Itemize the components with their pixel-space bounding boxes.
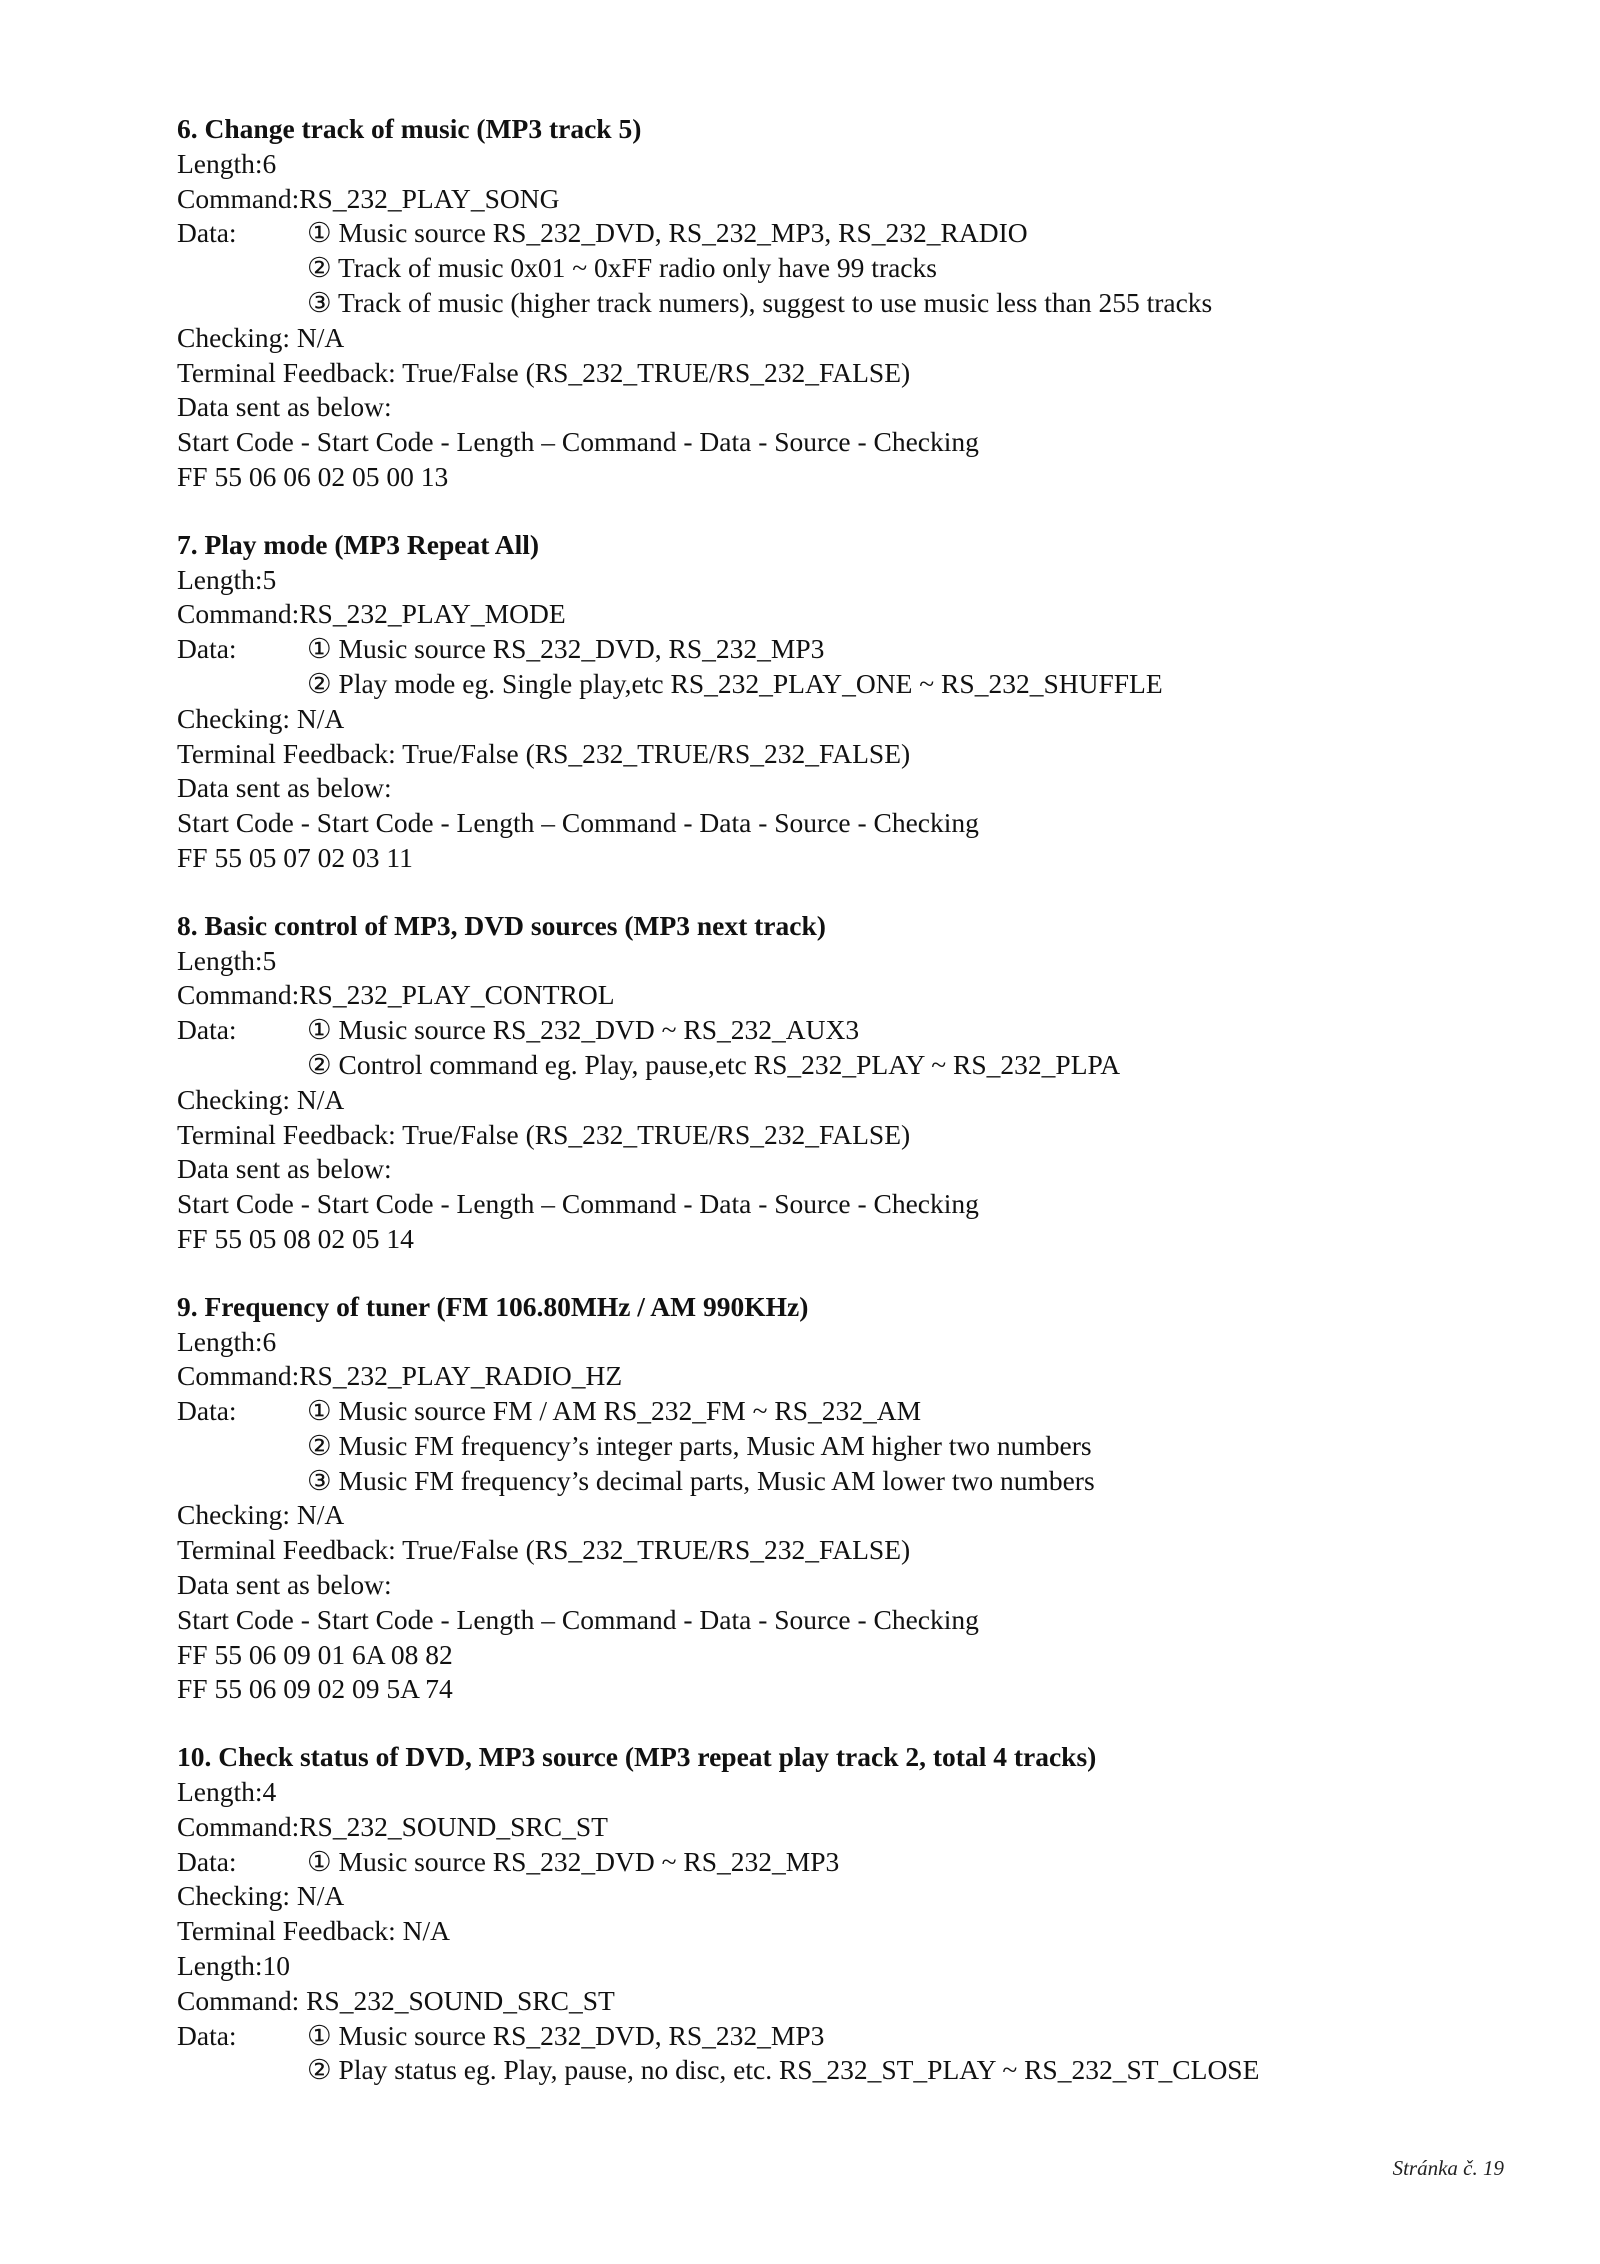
format-line: Start Code - Start Code - Length – Command - Data - Source - Checking <box>177 1603 979 1635</box>
feedback-line: Terminal Feedback: True/False (RS_232_TRUE/RS_232_FALSE) <box>177 356 911 388</box>
data-item: ① Music source RS_232_DVD ~ RS_232_MP3 <box>307 1845 840 1877</box>
checking-line: Checking: N/A <box>177 1083 345 1115</box>
page-number: Stránka č. 19 <box>1392 2156 1504 2180</box>
checking-line: Checking: N/A <box>177 1880 345 1912</box>
section-tuner-frequency <box>177 1290 1507 1708</box>
command-line: Command:RS_232_SOUND_SRC_ST <box>177 1810 608 1842</box>
data-item: ② Play mode eg. Single play,etc RS_232_PLAY_ONE ~ RS_232_SHUFFLE <box>307 667 1163 699</box>
section-title: 10. Check status of DVD, MP3 source (MP3 repeat play track 2, total 4 tracks) <box>177 1741 1097 1773</box>
hex-line: FF 55 06 09 01 6A 08 82 <box>177 1638 453 1670</box>
data-item: ① Music source RS_232_DVD ~ RS_232_AUX3 <box>307 1014 860 1046</box>
format-line: Start Code - Start Code - Length – Command - Data - Source - Checking <box>177 1188 979 1220</box>
command-line: Command: RS_232_SOUND_SRC_ST <box>177 1984 615 2016</box>
data-item: ① Music source RS_232_DVD, RS_232_MP3 <box>307 633 825 665</box>
data-item: ② Play status eg. Play, pause, no disc, etc. RS_232_ST_PLAY ~ RS_232_ST_CLOSE <box>307 2054 1260 2086</box>
data-item: ① Music source RS_232_DVD, RS_232_MP3, RS_232_RADIO <box>307 217 1028 249</box>
command-line: Command:RS_232_PLAY_MODE <box>177 598 566 630</box>
length-line: Length:4 <box>177 1776 277 1808</box>
data-sent-line: Data sent as below: <box>177 1153 392 1185</box>
length-line: Length:6 <box>177 1325 277 1357</box>
data-label: Data: <box>177 1845 237 1877</box>
section-change-track <box>177 112 1507 495</box>
feedback-line: Terminal Feedback: True/False (RS_232_TRUE/RS_232_FALSE) <box>177 1118 911 1150</box>
data-sent-line: Data sent as below: <box>177 772 392 804</box>
data-item: ① Music source RS_232_DVD, RS_232_MP3 <box>307 2019 825 2051</box>
data-line <box>177 632 1507 667</box>
section-title: 9. Frequency of tuner (FM 106.80MHz / AM 990KHz) <box>177 1290 809 1322</box>
data-item: ③ Track of music (higher track numers), suggest to use music less than 255 tracks <box>307 286 1213 318</box>
checking-line: Checking: N/A <box>177 321 345 353</box>
length-line: Length:6 <box>177 147 277 179</box>
data-line <box>177 1394 1507 1429</box>
hex-line: FF 55 06 06 02 05 00 13 <box>177 460 449 492</box>
data-item: ② Music FM frequency’s integer parts, Music AM higher two numbers <box>307 1429 1092 1461</box>
command-line: Command:RS_232_PLAY_SONG <box>177 182 560 214</box>
data-label: Data: <box>177 217 237 249</box>
section-title: 6. Change track of music (MP3 track 5) <box>177 113 642 144</box>
data-item: ① Music source FM / AM RS_232_FM ~ RS_232_AM <box>307 1395 922 1427</box>
data-sent-line: Data sent as below: <box>177 391 392 423</box>
data-line <box>177 216 1507 251</box>
section-play-mode <box>177 528 1507 876</box>
format-line: Start Code - Start Code - Length – Command - Data - Source - Checking <box>177 807 979 839</box>
data-line <box>177 2019 1507 2054</box>
data-label: Data: <box>177 2019 237 2051</box>
section-title: 7. Play mode (MP3 Repeat All) <box>177 528 540 560</box>
feedback-line: Terminal Feedback: True/False (RS_232_TRUE/RS_232_FALSE) <box>177 1534 911 1566</box>
hex-line: FF 55 05 08 02 05 14 <box>177 1222 414 1254</box>
hex-line: FF 55 05 07 02 03 11 <box>177 841 413 873</box>
data-item: ② Track of music 0x01 ~ 0xFF radio only have 99 tracks <box>307 252 937 284</box>
data-label: Data: <box>177 1014 237 1046</box>
document-page <box>177 112 1507 2121</box>
section-check-status <box>177 1740 1507 2088</box>
length-line: Length:10 <box>177 1950 291 1982</box>
section-title: 8. Basic control of MP3, DVD sources (MP3 next track) <box>177 909 826 941</box>
data-line <box>177 1013 1507 1048</box>
checking-line: Checking: N/A <box>177 1499 345 1531</box>
format-line: Start Code - Start Code - Length – Command - Data - Source - Checking <box>177 426 979 458</box>
checking-line: Checking: N/A <box>177 702 345 734</box>
data-sent-line: Data sent as below: <box>177 1569 392 1601</box>
command-line: Command:RS_232_PLAY_RADIO_HZ <box>177 1360 623 1392</box>
data-label: Data: <box>177 1395 237 1427</box>
data-label: Data: <box>177 633 237 665</box>
length-line: Length:5 <box>177 563 277 595</box>
feedback-line: Terminal Feedback: True/False (RS_232_TRUE/RS_232_FALSE) <box>177 737 911 769</box>
hex-line: FF 55 06 09 02 09 5A 74 <box>177 1673 453 1705</box>
length-line: Length:5 <box>177 944 277 976</box>
section-basic-control <box>177 909 1507 1257</box>
feedback-line: Terminal Feedback: N/A <box>177 1915 450 1947</box>
data-item: ③ Music FM frequency’s decimal parts, Music AM lower two numbers <box>307 1464 1095 1496</box>
command-line: Command:RS_232_PLAY_CONTROL <box>177 979 615 1011</box>
data-item: ② Control command eg. Play, pause,etc RS_232_PLAY ~ RS_232_PLPA <box>307 1048 1121 1080</box>
data-line <box>177 1845 1507 1880</box>
